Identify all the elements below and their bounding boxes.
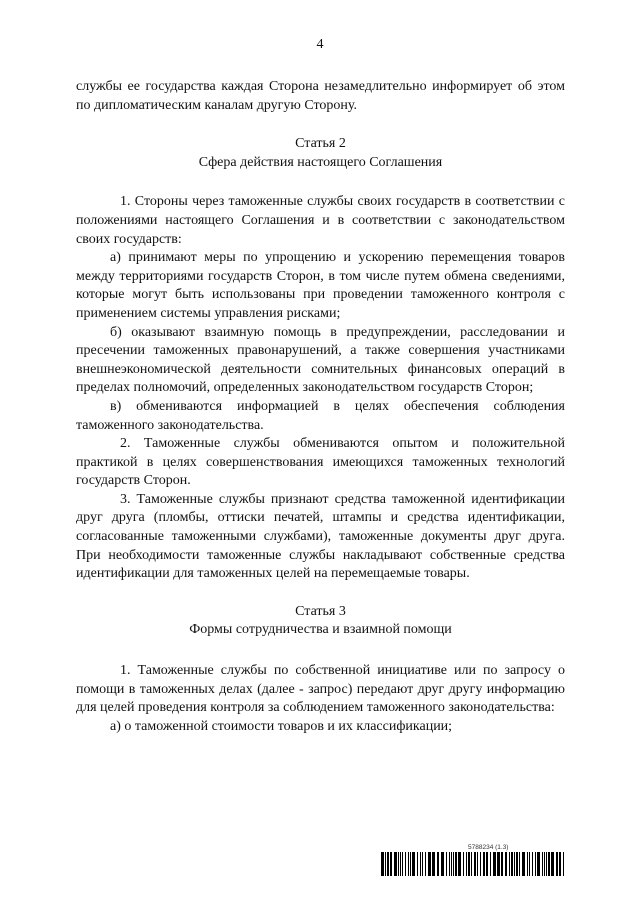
article-3-title: Формы сотрудничества и взаимной помощи <box>189 622 452 638</box>
article-3-heading: Статья 3 <box>295 603 346 619</box>
article-2-title: Сфера действия настоящего Соглашения <box>198 154 443 170</box>
continuation-paragraph: службы ее государства каждая Сторона незамедлительно информирует об этом по дипломатическим каналам другую Сторону. <box>76 79 565 113</box>
page-number: 4 <box>316 37 324 52</box>
document-code: 5788234 (1.3) <box>468 844 509 851</box>
article-2-clause-3: 3. Таможенные службы признают средства таможенной идентификации друг друга (пломбы, оттиски печатей, штампы и средства идентификации, согласованные таможенными службами), таможенные документы друг друга. При необходимости таможенные службы накладывают собственные средства идентификации для таможенных целей на перемещаемые товары. <box>76 491 565 582</box>
article-2-clause-1-v: в) обмениваются информацией в целях обеспечения соблюдения таможенного законодательства. <box>76 398 565 433</box>
article-2-heading: Статья 2 <box>295 136 346 152</box>
document-body <box>76 78 565 736</box>
article-2-clause-2: 2. Таможенные службы обмениваются опытом и положительной практикой в целях совершенствования имеющихся таможенных технологий государств Сторон. <box>76 436 565 489</box>
article-2-clause-1: 1. Стороны через таможенные службы своих государств в соответствии с положениями настоящего Соглашения и в соответствии с законодательством своих государств: <box>76 194 565 247</box>
article-2-clause-1-a: а) принимают меры по упрощению и ускорению перемещения товаров между территориями государств Сторон, в том числе путем обмена сведениями, которые могут быть использованы при проведении таможенного контроля с применением системы управления рисками; <box>76 250 565 321</box>
barcode <box>381 852 565 876</box>
article-3-clause-1-a: а) о таможенной стоимости товаров и их классификации; <box>110 718 453 734</box>
article-2-clause-1-b: б) оказывают взаимную помощь в предупреждении, расследовании и пресечении таможенных правонарушений, а также совершения участниками внешнеэкономической деятельности сомнительных финансовых операций в пределах полномочий, определенных законодательством государств Сторон; <box>76 324 565 396</box>
article-3-clause-1: 1. Таможенные службы по собственной инициативе или по запросу о помощи в таможенных делах (далее - запрос) передают друг другу информацию для целей проведения контроля за соблюдением таможенного законодательства: <box>76 663 565 716</box>
